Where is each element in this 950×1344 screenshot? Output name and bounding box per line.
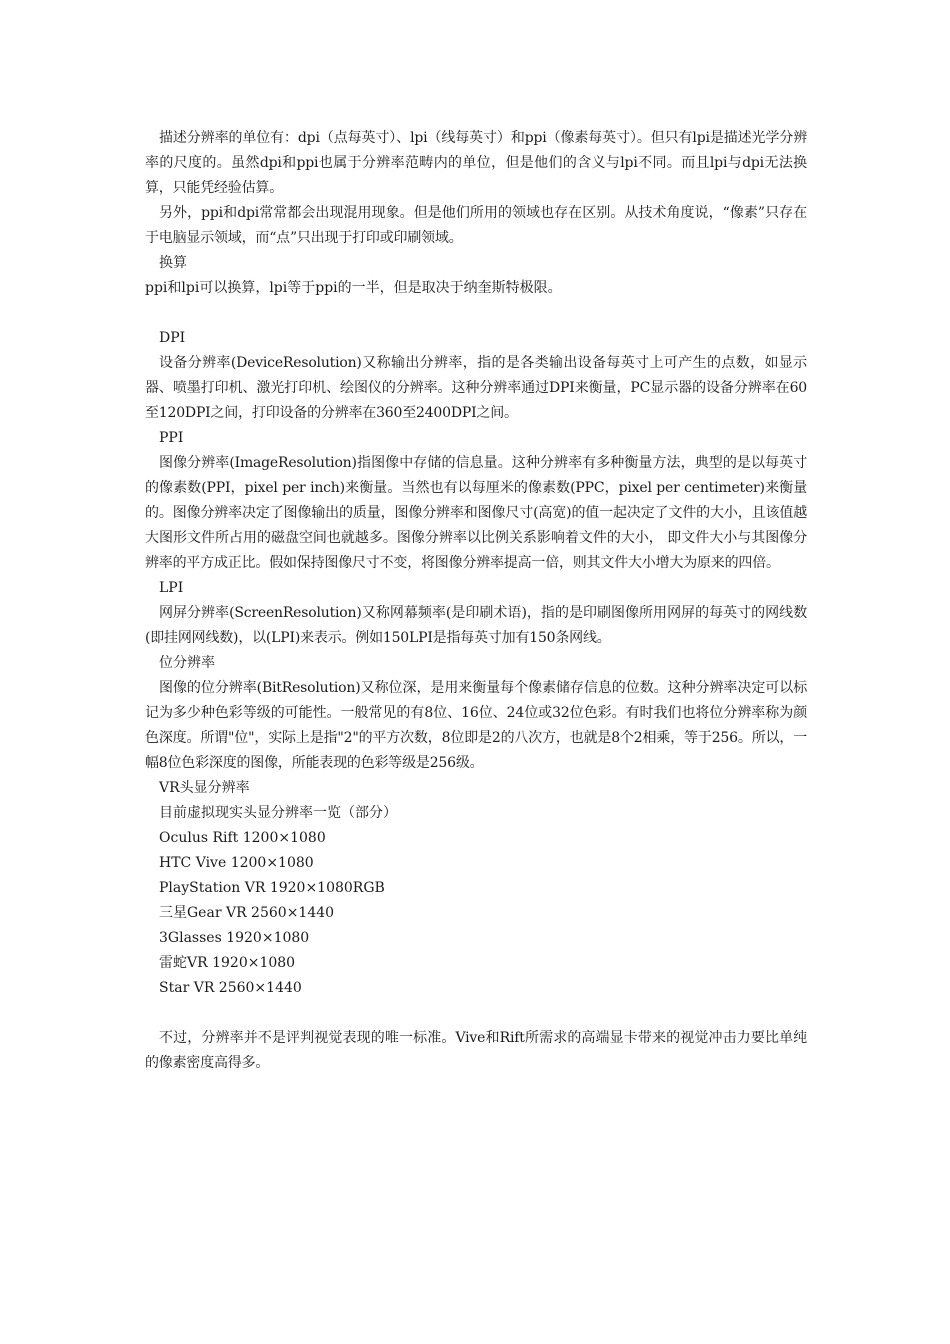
spacer: [145, 1001, 807, 1026]
dpi-text: 设备分辨率(DeviceResolution)又称输出分辨率，指的是各类输出设备每英寸上可产生的点数，如显示器、喷墨打印机、激光打印机、绘图仪的分辨率。这种分辨率通过DPI来衡量，PC显示器的设备分辨率在60至120DPI之间，打印设备的分辨率在360至2400DPI之间。: [145, 355, 807, 421]
list-item: Oculus Rift 1200×1080: [159, 830, 326, 846]
list-item: Star VR 2560×1440: [159, 980, 302, 996]
conversion-text: ppi和lpi可以换算，lpi等于ppi的一半，但是取决于纳奎斯特极限。: [145, 280, 562, 296]
list-item: 雷蛇VR 1920×1080: [159, 955, 296, 971]
intro-paragraph-1: 描述分辨率的单位有：dpi（点每英寸）、lpi（线每英寸）和ppi（像素每英寸）。但只有lpi是描述光学分辨率的尺度的。虽然dpi和ppi也属于分辨率范畴内的单位，但是他们的含义与lpi不同。而且lpi与dpi无法换算，只能凭经验估算。: [145, 130, 807, 196]
bit-heading: 位分辨率: [159, 655, 215, 671]
conversion-heading: 换算: [159, 255, 187, 271]
dpi-heading: DPI: [159, 330, 186, 346]
lpi-heading: LPI: [159, 580, 184, 596]
lpi-text: 网屏分辨率(ScreenResolution)又称网幕频率(是印刷术语)，指的是印刷图像所用网屏的每英寸的网线数(即挂网网线数)，以(LPI)来表示。例如150LPI是指每英寸加有150条网线。: [145, 605, 807, 646]
list-item: HTC Vive 1200×1080: [159, 855, 314, 871]
list-item: PlayStation VR 1920×1080RGB: [159, 880, 385, 896]
conclusion-text: 不过，分辨率并不是评判视觉表现的唯一标准。Vive和Rift所需求的高端显卡带来的视觉冲击力要比单纯的像素密度高得多。: [145, 1030, 807, 1071]
list-item: 3Glasses 1920×1080: [159, 930, 310, 946]
vr-intro: 目前虚拟现实头显分辨率一览（部分）: [159, 805, 397, 821]
intro-paragraph-2: 另外，ppi和dpi常常都会出现混用现象。但是他们所用的领域也存在区别。从技术角度说，“像素”只存在于电脑显示领域，而“点”只出现于打印或印刷领域。: [145, 205, 807, 246]
ppi-text: 图像分辨率(ImageResolution)指图像中存储的信息量。这种分辨率有多种衡量方法，典型的是以每英寸的像素数(PPI，pixel per inch)来衡量。当然也有以每厘米的像素数(PPC，pixel per centimeter)来衡量的。图像分辨率决定了图像输出的质量，图像分辨率和图像尺寸(高宽)的值一起决定了文件的大小，且该值越大图形文件所占用的磁盘空间也就越多。图像分辨率以比例关系影响着文件的大小， 即文件大小与其图像分辨率的平方成正比。假如保持图像尺寸不变，将图像分辨率提高一倍，则其文件大小增大为原来的四倍。: [145, 455, 807, 571]
ppi-heading: PPI: [159, 430, 184, 446]
list-item: 三星Gear VR 2560×1440: [159, 905, 335, 921]
bit-text: 图像的位分辨率(BitResolution)又称位深，是用来衡量每个像素储存信息的位数。这种分辨率决定可以标记为多少种色彩等级的可能性。一般常见的有8位、16位、24位或32位色彩。有时我们也将位分辨率称为颜色深度。所谓"位"，实际上是指"2"的平方次数，8位即是2的八次方，也就是8个2相乘，等于256。所以，一幅8位色彩深度的图像，所能表现的色彩等级是256级。: [145, 680, 807, 771]
vr-heading: VR头显分辨率: [159, 780, 250, 796]
spacer: [145, 301, 807, 326]
document-body: [145, 126, 807, 1076]
